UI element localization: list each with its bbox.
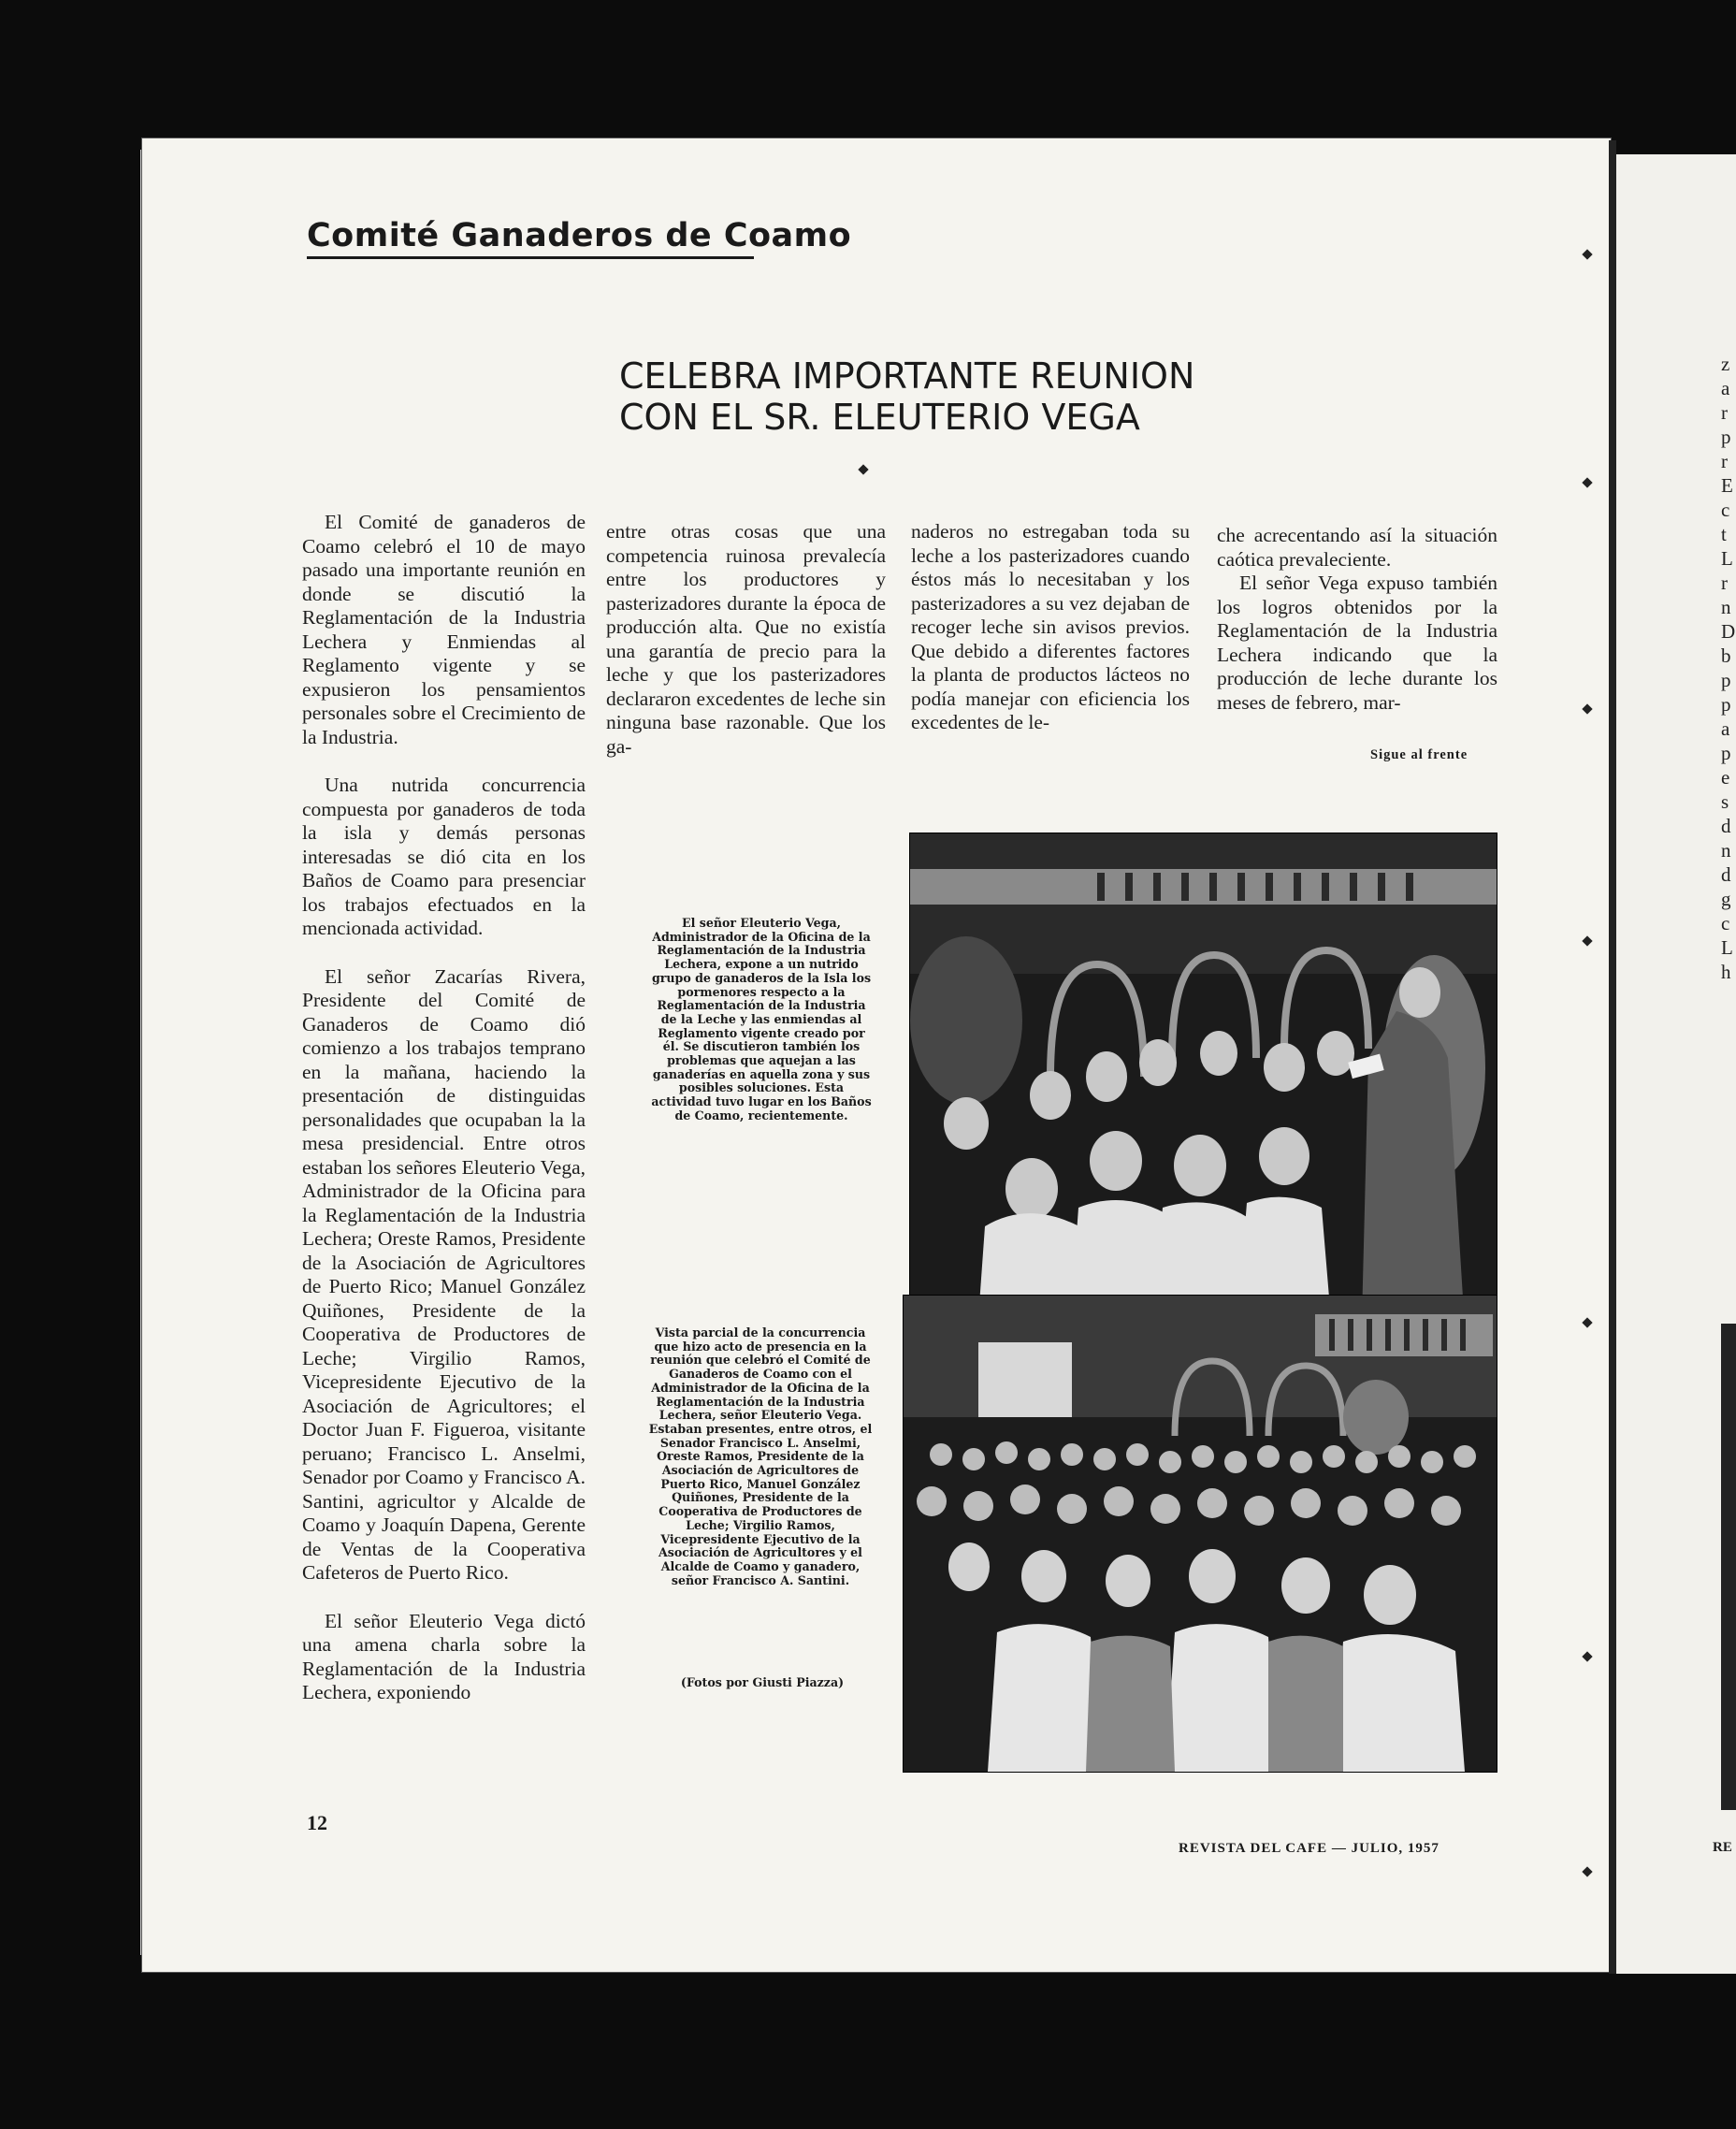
facing-page: [1616, 154, 1736, 1974]
page-spine: [1609, 140, 1616, 1974]
facing-text-fragment: c: [1721, 912, 1730, 934]
facing-text-fragment: h: [1721, 961, 1731, 983]
facing-text-fragment: d: [1721, 815, 1731, 837]
facing-text-fragment: n: [1721, 839, 1731, 862]
facing-photo-edge: [1721, 1324, 1736, 1810]
facing-text-fragment: a: [1721, 717, 1730, 740]
photo-audience-partial-view: [903, 1295, 1497, 1773]
column1-paragraph4: El señor Eleuterio Vega dictó una amena charla sobre la Reglamentación de la Industria Lechera, exponiendo: [302, 1609, 586, 1703]
article-column-1: [302, 511, 586, 1730]
section-title-text: Comité Ganaderos de Coamo: [307, 217, 852, 254]
column4-paragraph2: El señor Vega expuso también los logros obtenidos por la Reglamentación de la Industria Lechera indicando que la producción de leche durante los meses de febrero, mar-: [1217, 572, 1497, 714]
magazine-page: [142, 138, 1611, 1972]
facing-text-fragment: n: [1721, 596, 1731, 618]
facing-text-fragment: d: [1721, 863, 1731, 886]
facing-text-fragment: D: [1721, 620, 1736, 643]
column4-paragraph1: che acrecentando así la situación caótica prevaleciente.: [1217, 524, 1497, 571]
facing-text-fragment: L: [1721, 936, 1733, 959]
headline-line2: CON EL SR. ELEUTERIO VEGA: [619, 397, 1140, 438]
section-title-underline: [307, 256, 754, 259]
column2-text: entre otras cosas que una competencia ruinosa prevalecía entre los productores y pasterizadores durante la época de producción alta. Que no existía una garantía de precio para la leche y que los pasterizadores declararon excedentes de leche sin ninguna base razonable. Que los ga-: [606, 520, 886, 758]
page-number: 12: [307, 1811, 327, 1834]
facing-text-fragment: L: [1721, 547, 1733, 570]
facing-text-fragment: p: [1721, 426, 1731, 448]
facing-text-fragment: a: [1721, 377, 1730, 399]
facing-footer-fragment: RE: [1713, 1840, 1732, 1855]
facing-text-fragment: s: [1721, 790, 1729, 813]
facing-text-fragment: r: [1721, 450, 1728, 472]
facing-text-fragment: p: [1721, 693, 1731, 716]
facing-text-fragment: p: [1721, 742, 1731, 764]
facing-text-fragment: E: [1721, 474, 1733, 497]
facing-text-fragment: e: [1721, 766, 1730, 789]
facing-text-fragment: z: [1721, 353, 1730, 375]
article-column-2: [606, 520, 886, 783]
column1-paragraph3: El señor Zacarías Rivera, Presidente del Comité de Ganaderos de Coamo dió comienzo a los trabajos temprano en la mañana, haciendo la presentación de distinguidas personalidades que ocupaban la la mesa presidencial. Entre otros estaban los señores Eleuterio Vega, Administrador de la Oficina para la Reglamentación de la Industria Lechera; Oreste Ramos, Presidente de la Asociación de Agricultores de Puerto Rico; Manuel González Quiñones, Presidente de la Cooperativa de Productores de Leche; Virgilio Ramos, Vicepresidente Ejecutivo de la Asociación de Agricultores; el Doctor Juan F. Figueroa, visitante peruano; Francisco L. Anselmi, Senador por Coamo y Francisco A. Santini, agricultor y Alcalde de Coamo y Joaquín Dapena, Gerente de Ventas de la Cooperativa Cafeteros de Puerto Rico.: [302, 964, 586, 1584]
column3-text: naderos no estregaban toda su leche a los pasterizadores cuando éstos más lo necesitaban y los pasterizadores a su vez dejaban de recoger leche sin avisos previos. Que debido a diferentes factores la planta de productos lácteos no podía manejar con eficiencia los excedentes de le-: [911, 520, 1190, 733]
publication-footer: REVISTA DEL CAFE — JULIO, 1957: [1179, 1841, 1439, 1856]
facing-text-fragment: r: [1721, 401, 1728, 424]
photo1-caption: El señor Eleuterio Vega, Administrador de la Oficina de la Reglamentación de la Industria Lechera, expone a un nutrido grupo de ganaderos de la Isla los pormenores respecto a la Reglamentación de la Industria de la Leche y las enmiendas al Reglamento vigente creado por él. Se discutieron también los problemas que aquejan a las ganaderías en aquella zona y sus posibles soluciones. Esta actividad tuvo lugar en los Baños de Coamo, recientemente.: [651, 916, 872, 1122]
headline-line1: CELEBRA IMPORTANTE REUNION: [619, 355, 1195, 397]
photo2-caption: Vista parcial de la concurrencia que hizo acto de presencia en la reunión que celebró el Comité de Ganaderos de Coamo con el Administrador de la Oficina de la Reglamentación de la Industria Lechera, señor Eleuterio Vega. Estaban presentes, entre otros, el Senador Francisco L. Anselmi, Oreste Ramos, Presidente de la Asociación de Agricultores de Puerto Rico, Manuel González Quiñones, Presidente de la Cooperativa de Productores de Leche; Virgilio Ramos, Vicepresidente Ejecutivo de la Asociación de Agricultores y el Alcalde de Coamo y ganadero, señor Francisco A. Santini.: [648, 1325, 873, 1587]
facing-text-fragment: r: [1721, 572, 1728, 594]
article-column-4: [1217, 524, 1497, 739]
facing-text-fragment: p: [1721, 669, 1731, 691]
continued-note: Sigue al frente: [1370, 747, 1468, 762]
photo-credit: (Fotos por Giusti Piazza): [680, 1675, 845, 1689]
facing-text-fragment: t: [1721, 523, 1727, 545]
article-column-3: [911, 520, 1190, 760]
section-title: [307, 217, 851, 259]
column1-paragraph2: Una nutrida concurrencia compuesta por ganaderos de toda la isla y demás personas interesadas se dió cita en los Baños de Coamo para presenciar los trabajos efectuados en la mencionada actividad.: [302, 774, 586, 939]
facing-text-fragment: g: [1721, 888, 1731, 910]
column1-paragraph1: El Comité de ganaderos de Coamo celebró el 10 de mayo pasado una importante reunión en donde se discutió la Reglamentación de la Industria Lechera y Enmiendas al Reglamento vigente y se expusieron los pensamientos personales sobre el Crecimiento de la Industria.: [302, 511, 586, 748]
headline-ornament: [858, 464, 868, 474]
facing-text-fragment: b: [1721, 644, 1731, 667]
facing-text-fragment: c: [1721, 499, 1730, 521]
headline: [619, 355, 1194, 438]
